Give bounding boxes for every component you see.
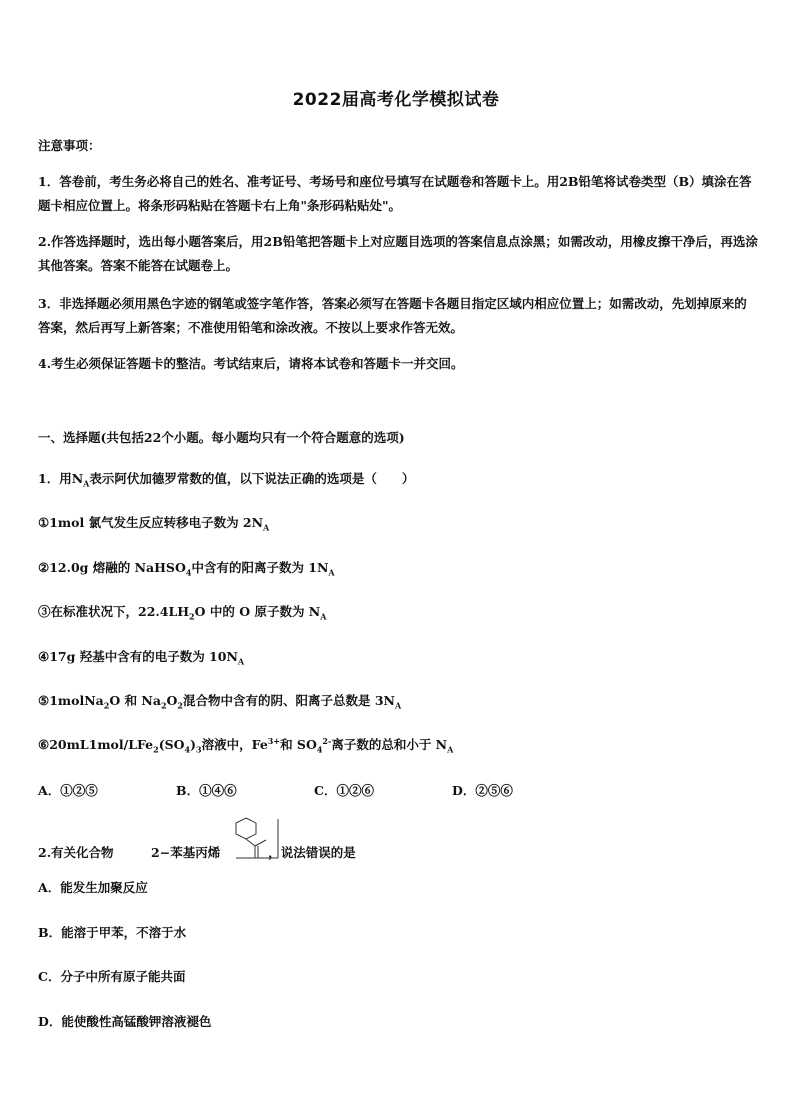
q2-option-d: D．能使酸性高锰酸钾溶液褪色 <box>38 1014 212 1029</box>
statement-5: ⑤1molNa$_2$O 和 $Na_2O_2$混合物中含有的阴、阳离子总数是 $3N_A$ <box>38 693 402 711</box>
notice-item-1: 1．答卷前，考生务必将自己的姓名、准考证号、考场号和座位号填写在试题卷和答题卡上。用2B铅笔将试卷类型（B）填涂在答题卡相应位置上。将条形码粘贴在答题卡右上角"条形码粘贴处"。 <box>38 174 752 213</box>
statement-2: ②12.0g 熔融的 NaHSO$_4$中含有的阳离子数为 $1N_A$ <box>38 560 335 578</box>
page-title: 2022届高考化学模拟试卷 <box>292 90 500 110</box>
statement-3: ③在标准状况下，$22.4LH_2O$ 中的 O 原子数为 $N_A$ <box>38 604 327 622</box>
q2-option-c: C．分子中所有原子能共面 <box>38 969 186 984</box>
q1-option-d: D．②⑤⑥ <box>452 783 513 798</box>
question-2-stem: 2.有关化合物 2−苯基丙烯 ，说法错误的是 <box>38 845 356 860</box>
q2-option-a: A．能发生加聚反应 <box>38 880 148 895</box>
q1-option-b: B．①④⑥ <box>176 783 237 798</box>
notice-item-4: 4.考生必须保证答题卡的整洁。考试结束后，请将本试卷和答题卡一并交回。 <box>38 356 464 371</box>
statement-6: $⑥20mL1mol/LFe_2(SO_4)_3$溶液中，$Fe^{3+}$和 $SO_4^{2-}$离子数的总和小于 $N_A$ <box>38 735 454 755</box>
notice-item-2: 2.作答选择题时，选出每小题答案后，用2B铅笔把答题卡上对应题目选项的答案信息点涂黑；如需改动，用橡皮擦干净后，再选涂其他答案。答案不能答在试题卷上。 <box>38 234 758 273</box>
statement-1: ①1mol 氯气发生反应转移电子数为 $2N_A$ <box>38 515 270 533</box>
q2-option-b: B．能溶于甲苯，不溶于水 <box>38 925 187 940</box>
q1-option-a: A．①②⑤ <box>38 783 98 798</box>
section-heading: 一、选择题(共包括22个小题。每小题均只有一个符合题意的选项) <box>38 430 405 445</box>
question-1-stem: 1．用$N_A$表示阿伏加德罗常数的值，以下说法正确的选项是（ ） <box>38 471 415 489</box>
notice-item-3: 3．非选择题必须用黑色字迹的钢笔或签字笔作答，答案必须写在答题卡各题目指定区域内相应位置上；如需改动，先划掉原来的答案，然后再写上新答案；不准使用铅笔和涂改液。不按以上要求作答无效。 <box>38 296 747 335</box>
2-phenylpropene-structure-icon <box>232 816 282 860</box>
statement-4: ④17g 羟基中含有的电子数为 $10N_A$ <box>38 649 245 667</box>
notice-heading: 注意事项： <box>38 138 101 153</box>
q1-option-c: C．①②⑥ <box>314 783 374 798</box>
